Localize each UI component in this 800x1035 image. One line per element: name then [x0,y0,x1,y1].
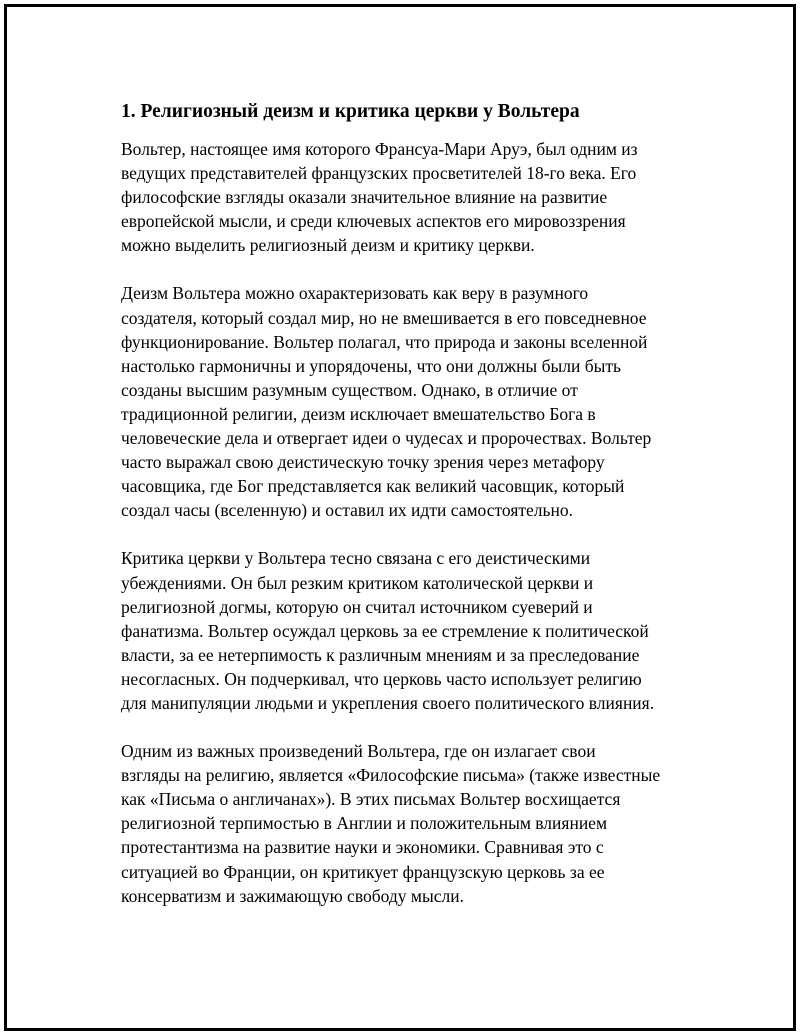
text-line: ведущих представителей французских просветителей 18-го века. Его [121,163,637,184]
text-line: Деизм Вольтера можно охарактеризовать как веру в разумного [121,283,589,304]
text-line: ситуацией во Франции, он критикует французскую церковь за ее [121,861,605,882]
text-line: протестантизма на развитие науки и экономики. Сравнивая это с [121,837,604,858]
paragraph-philosophical-letters [121,739,701,908]
document-body [121,99,701,932]
text-line: убеждениями. Он был резким критиком католической церкви и [121,572,594,593]
text-line: философские взгляды оказали значительное влияние на развитие [121,187,608,208]
text-line: власти, за ее нетерпимость к различным мнениям и за преследование [121,644,640,665]
paragraph-intro [121,137,701,257]
text-line: консерватизм и зажимающую свободу мысли. [121,885,464,906]
text-line: создал часы (вселенную) и оставил их идти самостоятельно. [121,500,573,521]
page-frame [4,4,796,1031]
text-line: взгляды на религию, является «Философские письма» (также известные [121,765,661,786]
section-heading: 1. Религиозный деизм и критика церкви у Вольтера [121,101,580,122]
text-line: функционирование. Вольтер полагал, что природа и законы вселенной [121,331,648,352]
paragraph-church-criticism [121,546,701,715]
text-line: человеческие дела и отвергает идеи о чудесах и пророчествах. Вольтер [121,428,652,449]
text-line: религиозной терпимостью в Англии и положительным влиянием [121,813,608,834]
text-line: настолько гармоничны и упорядочены, что они должны были быть [121,355,621,376]
text-line: часто выражал свою деистическую точку зрения через метафору [121,452,605,473]
text-line: созданы высшим разумным существом. Однако, в отличие от [121,379,578,400]
text-line: Одним из важных произведений Вольтера, где он излагает свои [121,741,596,762]
text-line: Вольтер, настоящее имя которого Франсуа-Мари Аруэ, был одним из [121,139,638,159]
text-line: фанатизма. Вольтер осуждал церковь за ее стремление к политической [121,620,649,641]
text-line: как «Письма о англичанах»). В этих письмах Вольтер восхищается [121,789,621,810]
text-line: Критика церкви у Вольтера тесно связана с его деистическими [121,548,591,569]
text-line: традиционной религии, деизм исключает вмешательство Бога в [121,403,596,424]
text-line: можно выделить религиозный деизм и критику церкви. [121,235,535,256]
text-line: для манипуляции людьми и укрепления своего политического влияния. [121,692,655,713]
text-line: создателя, который создал мир, но не вмешивается в его повседневное [121,307,647,328]
text-line: часовщика, где Бог представляется как великий часовщик, который [121,476,625,497]
text-line: религиозной догмы, которую он считал источником суеверий и [121,596,593,617]
text-line: несогласных. Он подчеркивал, что церковь часто использует религию [121,668,642,689]
paragraph-deism [121,281,701,522]
text-line: европейской мысли, и среди ключевых аспектов его мировоззрения [121,211,626,232]
